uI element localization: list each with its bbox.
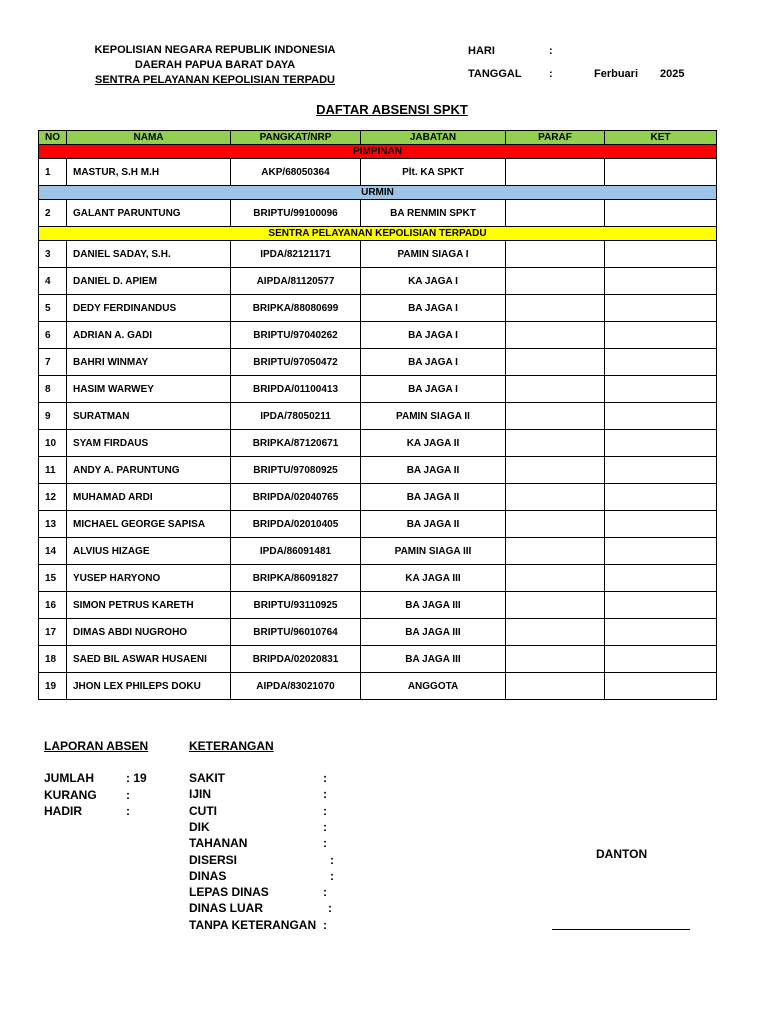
notes-item-label: CUTI — [189, 803, 217, 818]
col-header-name: NAMA — [67, 131, 231, 145]
signature-cell[interactable] — [506, 673, 605, 700]
notes-cell[interactable] — [605, 565, 717, 592]
member-rank-nrp: BRIPTU/96010764 — [231, 619, 361, 646]
notes-cell[interactable] — [605, 484, 717, 511]
org-header — [60, 43, 370, 88]
member-rank-nrp: IPDA/82121171 — [231, 241, 361, 268]
member-position: BA JAGA I — [361, 322, 506, 349]
row-number: 11 — [39, 457, 67, 484]
signature-cell[interactable] — [506, 159, 605, 186]
notes-cell[interactable] — [605, 511, 717, 538]
col-header-no: NO — [39, 131, 67, 145]
row-number: 19 — [39, 673, 67, 700]
table-row — [39, 457, 717, 484]
member-name: JHON LEX PHILEPS DOKU — [67, 673, 231, 700]
col-header-notes: KET — [605, 131, 717, 145]
row-number: 2 — [39, 200, 67, 227]
org-line-1: KEPOLISIAN NEGARA REPUBLIK INDONESIA — [94, 44, 336, 56]
row-number: 6 — [39, 322, 67, 349]
row-number: 18 — [39, 646, 67, 673]
member-rank-nrp: IPDA/78050211 — [231, 403, 361, 430]
report-item-value: : — [126, 804, 130, 818]
hari-label: HARI — [468, 45, 495, 57]
member-position: BA JAGA I — [361, 376, 506, 403]
member-name: HASIM WARWEY — [67, 376, 231, 403]
table-row — [39, 511, 717, 538]
tanggal-colon: : — [549, 68, 553, 80]
signature-cell[interactable] — [506, 349, 605, 376]
member-name: ADRIAN A. GADI — [67, 322, 231, 349]
member-rank-nrp: BRIPTU/97080925 — [231, 457, 361, 484]
notes-item-value: : — [323, 885, 327, 900]
table-row — [39, 673, 717, 700]
member-position: BA JAGA III — [361, 646, 506, 673]
member-name: YUSEP HARYONO — [67, 565, 231, 592]
signature-cell[interactable] — [506, 376, 605, 403]
member-rank-nrp: BRIPKA/88080699 — [231, 295, 361, 322]
member-name: MUHAMAD ARDI — [67, 484, 231, 511]
section-label: PIMPINAN — [39, 145, 717, 159]
notes-item-label: TANPA KETERANGAN — [189, 917, 317, 932]
table-row — [39, 268, 717, 295]
notes-cell[interactable] — [605, 430, 717, 457]
member-position: Plt. KA SPKT — [361, 159, 506, 186]
notes-item-value: : — [330, 852, 334, 867]
member-rank-nrp: AKP/68050364 — [231, 159, 361, 186]
signature-cell[interactable] — [506, 619, 605, 646]
member-position: BA JAGA I — [361, 349, 506, 376]
member-position: PAMIN SIAGA II — [361, 403, 506, 430]
notes-cell[interactable] — [605, 403, 717, 430]
table-row — [39, 538, 717, 565]
member-name: SIMON PETRUS KARETH — [67, 592, 231, 619]
notes-cell[interactable] — [605, 457, 717, 484]
section-row — [39, 186, 717, 200]
member-name: MASTUR, S.H M.H — [67, 159, 231, 186]
notes-cell[interactable] — [605, 538, 717, 565]
row-number: 8 — [39, 376, 67, 403]
notes-item-value: : — [330, 868, 334, 883]
notes-item-label: LEPAS DINAS — [189, 885, 269, 900]
notes-cell[interactable] — [605, 295, 717, 322]
member-rank-nrp: BRIPTU/99100096 — [231, 200, 361, 227]
member-position: BA JAGA III — [361, 619, 506, 646]
signature-cell[interactable] — [506, 403, 605, 430]
row-number: 17 — [39, 619, 67, 646]
table-row — [39, 376, 717, 403]
tanggal-month: Ferbuari — [594, 68, 639, 80]
member-position: BA JAGA II — [361, 457, 506, 484]
member-position: KA JAGA I — [361, 268, 506, 295]
report-item-value: : 19 — [126, 771, 147, 785]
member-position: PAMIN SIAGA III — [361, 538, 506, 565]
table-row — [39, 565, 717, 592]
table-row — [39, 646, 717, 673]
table-header-row — [39, 131, 717, 145]
member-name: DEDY FERDINANDUS — [67, 295, 231, 322]
member-position: KA JAGA III — [361, 565, 506, 592]
member-position: BA JAGA II — [361, 511, 506, 538]
row-number: 3 — [39, 241, 67, 268]
notes-cell[interactable] — [605, 592, 717, 619]
notes-item-value: : — [323, 803, 327, 818]
col-header-rank: PANGKAT/NRP — [231, 131, 361, 145]
notes-item-label: DINAS — [189, 868, 227, 883]
row-number: 9 — [39, 403, 67, 430]
signature-cell[interactable] — [506, 484, 605, 511]
notes-item-label: TAHANAN — [189, 836, 248, 851]
col-header-position: JABATAN — [361, 131, 506, 145]
member-name: SAED BIL ASWAR HUSAENI — [67, 646, 231, 673]
attendance-table — [38, 130, 717, 700]
member-name: GALANT PARUNTUNG — [67, 200, 231, 227]
member-name: ANDY A. PARUNTUNG — [67, 457, 231, 484]
member-position: ANGGOTA — [361, 673, 506, 700]
notes-cell[interactable] — [605, 268, 717, 295]
signature-cell[interactable] — [506, 200, 605, 227]
notes-cell[interactable] — [605, 200, 717, 227]
signature-cell[interactable] — [506, 511, 605, 538]
member-name: ALVIUS HIZAGE — [67, 538, 231, 565]
notes-item-value: : — [323, 771, 327, 785]
section-row — [39, 145, 717, 159]
notes-item-value: : — [323, 917, 327, 932]
report-item-value: : — [126, 787, 130, 802]
table-body — [39, 145, 717, 700]
notes-cell[interactable] — [605, 241, 717, 268]
section-label: URMIN — [39, 186, 717, 200]
signature-cell[interactable] — [506, 268, 605, 295]
row-number: 4 — [39, 268, 67, 295]
row-number: 10 — [39, 430, 67, 457]
row-number: 5 — [39, 295, 67, 322]
row-number: 1 — [39, 159, 67, 186]
notes-cell[interactable] — [605, 376, 717, 403]
table-row — [39, 322, 717, 349]
member-name: DANIEL D. APIEM — [67, 268, 231, 295]
member-position: KA JAGA II — [361, 430, 506, 457]
member-position: BA RENMIN SPKT — [361, 200, 506, 227]
notes-cell[interactable] — [605, 322, 717, 349]
report-title: LAPORAN ABSEN — [44, 739, 149, 753]
hari-colon: : — [549, 45, 553, 57]
notes-item-value: : — [323, 836, 327, 851]
col-header-signature: PARAF — [506, 131, 605, 145]
signature-cell[interactable] — [506, 322, 605, 349]
tanggal-label: TANGGAL — [468, 68, 522, 80]
signature-cell[interactable] — [506, 241, 605, 268]
member-name: BAHRI WINMAY — [67, 349, 231, 376]
row-number: 14 — [39, 538, 67, 565]
signature-label: DANTON — [596, 847, 648, 861]
member-rank-nrp: BRIPKA/87120671 — [231, 430, 361, 457]
notes-cell[interactable] — [605, 619, 717, 646]
member-position: BA JAGA III — [361, 592, 506, 619]
notes-cell[interactable] — [605, 646, 717, 673]
notes-item-value: : — [328, 901, 332, 916]
member-name: MICHAEL GEORGE SAPISA — [67, 511, 231, 538]
table-row — [39, 592, 717, 619]
member-name: SYAM FIRDAUS — [67, 430, 231, 457]
notes-item-value: : — [323, 819, 327, 834]
member-rank-nrp: BRIPKA/86091827 — [231, 565, 361, 592]
member-rank-nrp: BRIPTU/93110925 — [231, 592, 361, 619]
row-number: 16 — [39, 592, 67, 619]
member-position: BA JAGA I — [361, 295, 506, 322]
signature-cell[interactable] — [506, 565, 605, 592]
tanggal-year: 2025 — [660, 68, 685, 80]
section-row — [39, 227, 717, 241]
notes-item-label: DISERSI — [189, 852, 238, 867]
table-row — [39, 349, 717, 376]
signature-line — [552, 929, 690, 930]
org-line-3: SENTRA PELAYANAN KEPOLISIAN TERPADU — [95, 74, 335, 86]
member-rank-nrp: AIPDA/81120577 — [231, 268, 361, 295]
member-rank-nrp: BRIPDA/02040765 — [231, 484, 361, 511]
signature-cell[interactable] — [506, 592, 605, 619]
notes-item-label: IJIN — [189, 787, 212, 802]
signature-cell[interactable] — [506, 295, 605, 322]
signature-cell[interactable] — [506, 457, 605, 484]
table-row — [39, 200, 717, 227]
member-rank-nrp: BRIPDA/02010405 — [231, 511, 361, 538]
org-line-2: DAERAH PAPUA BARAT DAYA — [134, 59, 296, 71]
report-item-label: JUMLAH — [44, 771, 94, 785]
notes-item-value: : — [323, 787, 327, 802]
member-rank-nrp: BRIPTU/97040262 — [231, 322, 361, 349]
member-position: PAMIN SIAGA I — [361, 241, 506, 268]
row-number: 13 — [39, 511, 67, 538]
notes-cell[interactable] — [605, 349, 717, 376]
table-row — [39, 241, 717, 268]
row-number: 12 — [39, 484, 67, 511]
notes-item-label: DIK — [189, 819, 210, 834]
member-name: DANIEL SADAY, S.H. — [67, 241, 231, 268]
table-row — [39, 295, 717, 322]
document-title: DAFTAR ABSENSI SPKT — [316, 102, 468, 117]
row-number: 15 — [39, 565, 67, 592]
member-name: DIMAS ABDI NUGROHO — [67, 619, 231, 646]
report-item-label: KURANG — [44, 787, 97, 802]
table-row — [39, 159, 717, 186]
signature-cell[interactable] — [506, 430, 605, 457]
notes-cell[interactable] — [605, 159, 717, 186]
member-rank-nrp: IPDA/86091481 — [231, 538, 361, 565]
table-row — [39, 403, 717, 430]
table-row — [39, 430, 717, 457]
member-position: BA JAGA II — [361, 484, 506, 511]
member-rank-nrp: BRIPDA/02020831 — [231, 646, 361, 673]
notes-cell[interactable] — [605, 673, 717, 700]
section-label: SENTRA PELAYANAN KEPOLISIAN TERPADU — [39, 227, 717, 241]
report-item-label: HADIR — [44, 804, 82, 818]
table-row — [39, 484, 717, 511]
member-name: SURATMAN — [67, 403, 231, 430]
member-rank-nrp: AIPDA/83021070 — [231, 673, 361, 700]
signature-cell[interactable] — [506, 538, 605, 565]
signature-cell[interactable] — [506, 646, 605, 673]
member-rank-nrp: BRIPDA/01100413 — [231, 376, 361, 403]
row-number: 7 — [39, 349, 67, 376]
notes-item-label: SAKIT — [189, 771, 225, 785]
notes-item-label: DINAS LUAR — [189, 901, 263, 916]
table-row — [39, 619, 717, 646]
member-rank-nrp: BRIPTU/97050472 — [231, 349, 361, 376]
notes-title: KETERANGAN — [189, 739, 274, 753]
